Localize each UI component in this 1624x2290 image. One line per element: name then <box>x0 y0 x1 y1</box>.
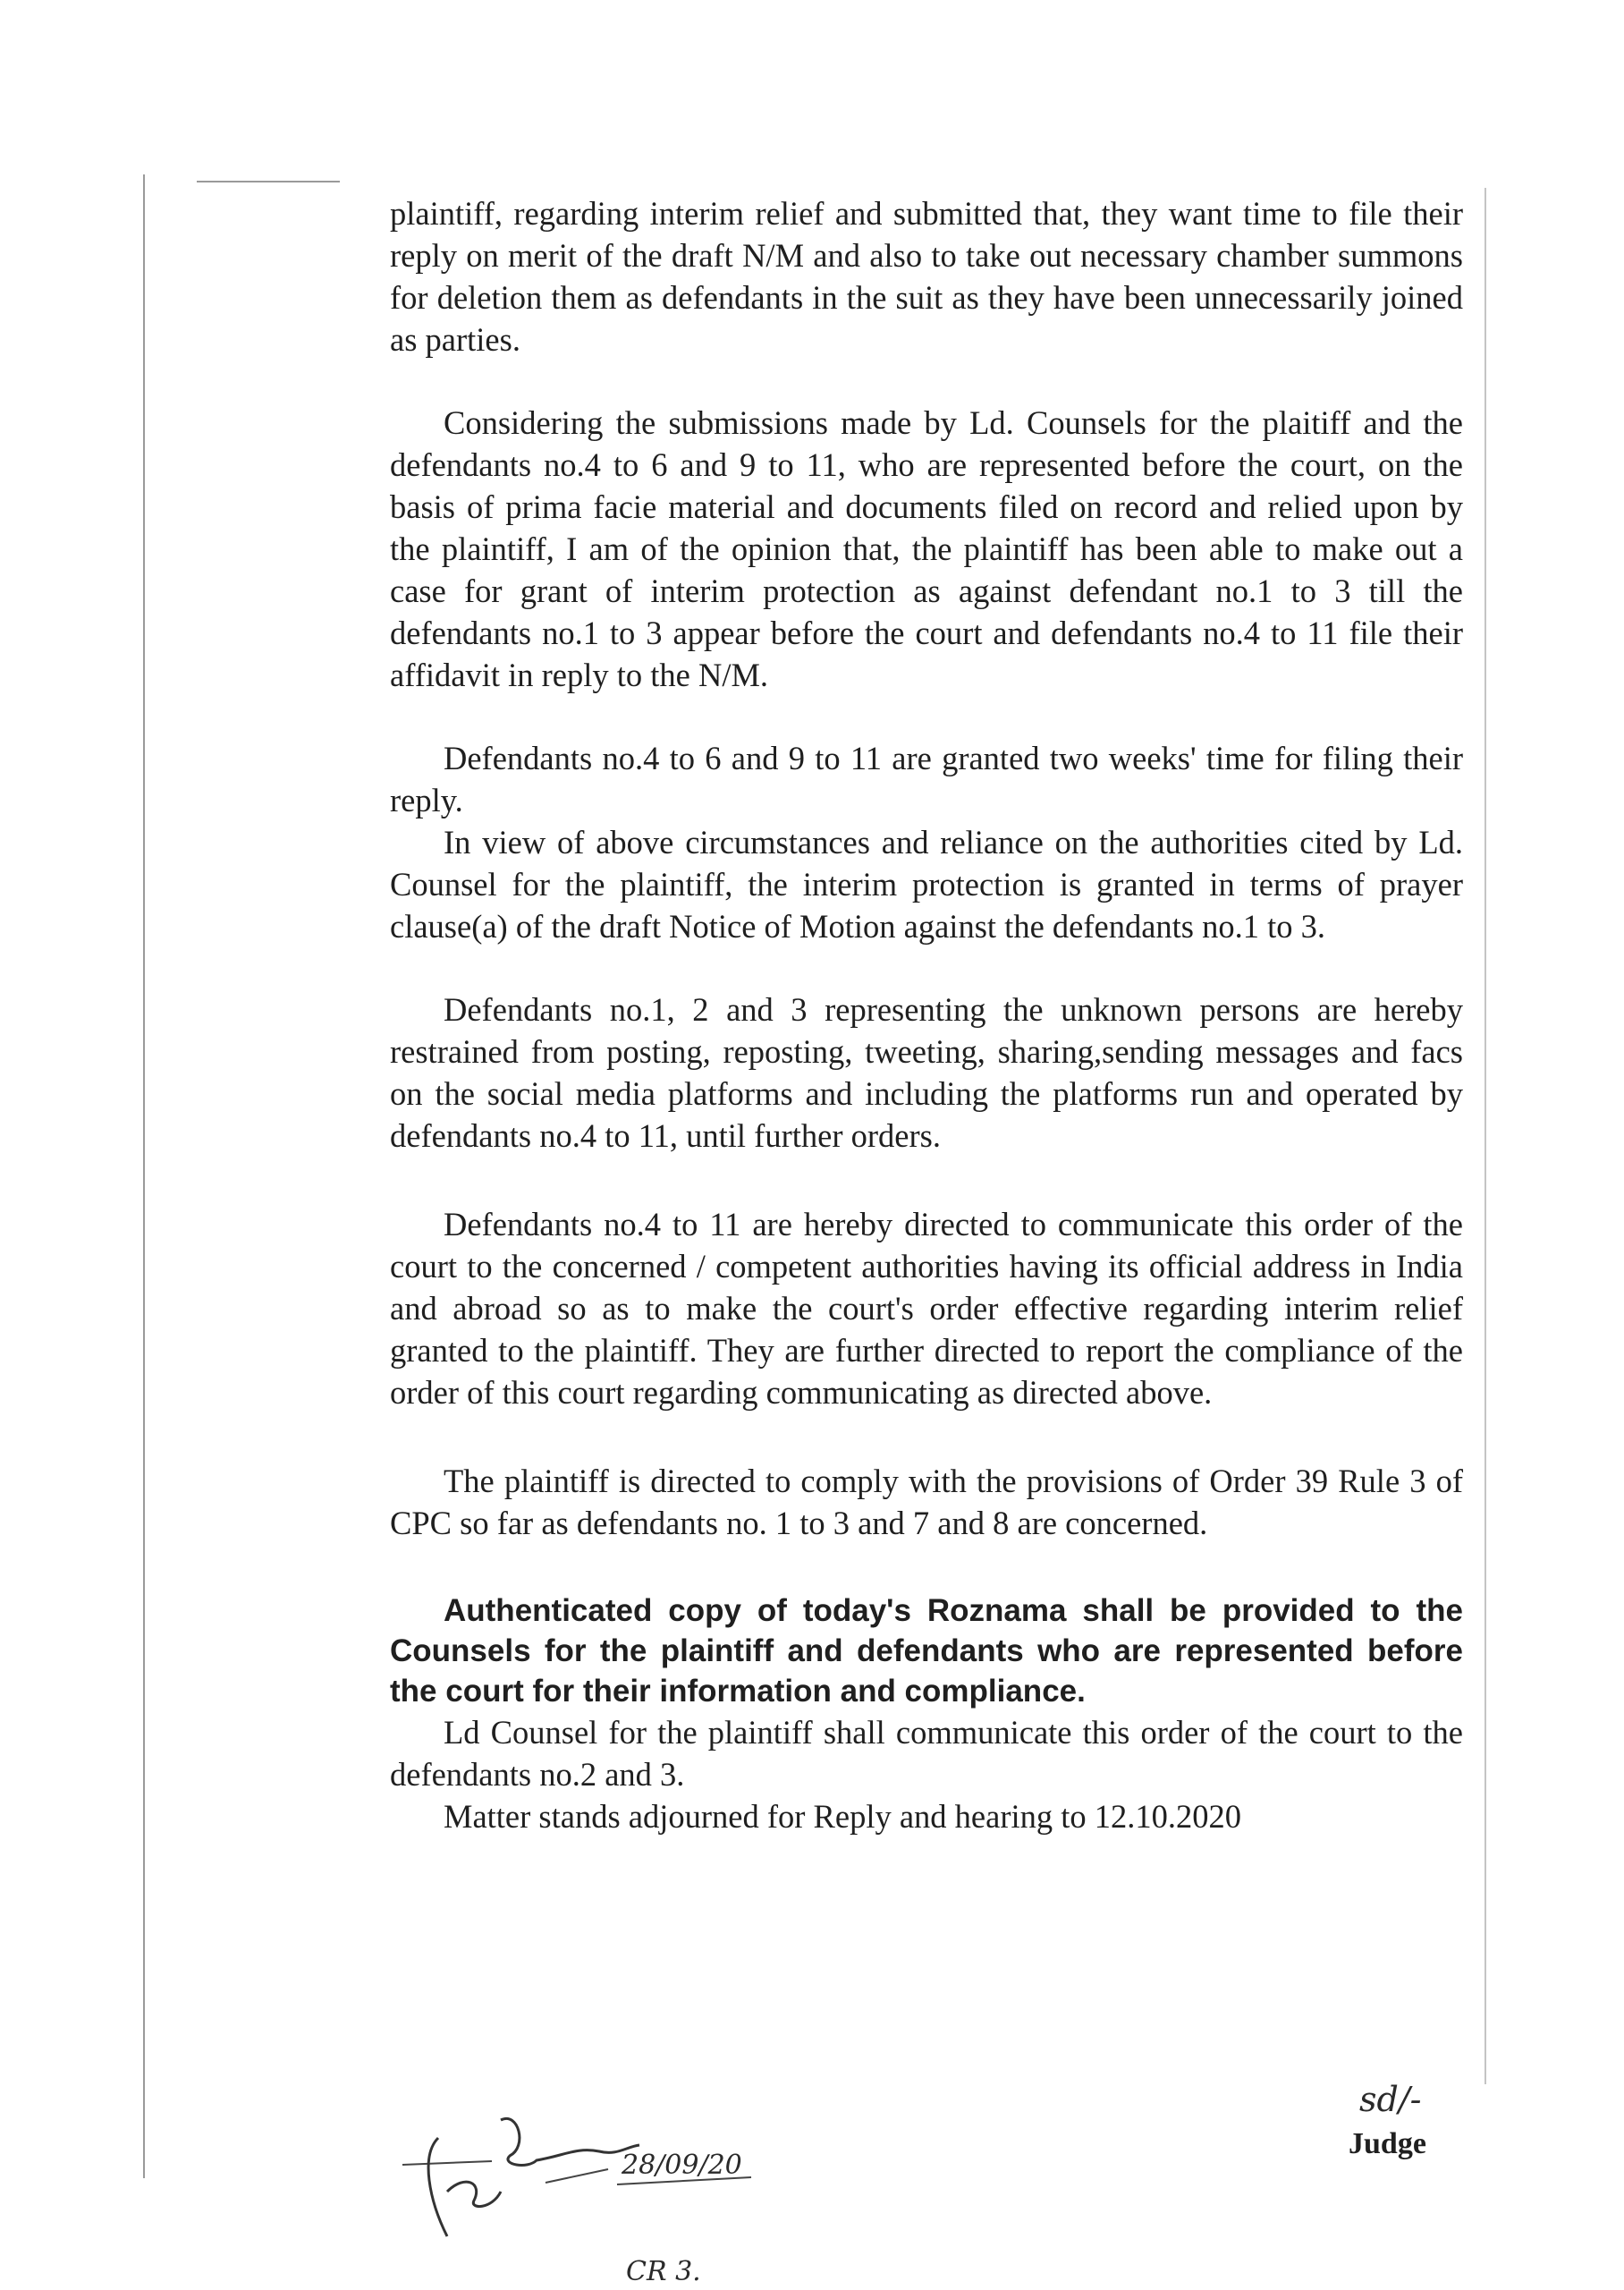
paragraph-5: Defendants no.1, 2 and 3 representing the unknown persons are hereby restrained from posting, reposting, tweeting, sharing,sending messages and facs on the social media platforms and including the platforms run and operated by defendants no.4 to 11, until further orders. <box>390 991 1463 1154</box>
page-mark: CR 3. <box>626 2256 701 2287</box>
paragraph-2: Considering the submissions made by Ld. Counsels for the plaitiff and the defendants no.4 to 6 and 9 to 11, who are represented before the court, on the basis of prima facie material and documents filed on record and relied upon by the plaintiff, I am of the opinion that, the plaintiff has been able to make out a case for grant of interim protection as against defendant no.1 to 3 till the defendants no.1 to 3 appear before the court and defendants no.4 to 11 file their affidavit in reply to the N/M. <box>390 404 1463 693</box>
paragraph-7: The plaintiff is directed to comply with the provisions of Order 39 Rule 3 of CPC so far as defendants no. 1 to 3 and 7 and 8 are concerned. <box>390 1463 1463 1541</box>
handwritten-signature <box>385 2084 805 2263</box>
paragraph-8-bold: Authenticated copy of today's Roznama shall be provided to the Counsels for the plaintiff and defendants who are represented before the court for their information and compliance. <box>390 1593 1463 1709</box>
paragraph-10: Matter stands adjourned for Reply and hearing to 12.10.2020 <box>444 1798 1242 1835</box>
sd-mark: sd/- <box>1359 2080 1422 2119</box>
scan-border-left <box>143 174 145 2178</box>
paragraph-6: Defendants no.4 to 11 are hereby directed to communicate this order of the court to the concerned / competent authorities having its official address in India and abroad so as to make the court's order effective regarding interim relief granted to the plaintiff. They are further directed to report the compliance of the order of this court regarding communicating as directed above. <box>390 1206 1463 1411</box>
signature-date: 28/09/20 <box>622 2150 742 2181</box>
scan-border-top-right <box>1484 188 1486 2084</box>
scan-border-top <box>197 181 340 182</box>
paragraph-9: Ld Counsel for the plaintiff shall communicate this order of the court to the defendants no.2 and 3. <box>390 1714 1463 1793</box>
paragraph-3: Defendants no.4 to 6 and 9 to 11 are granted two weeks' time for filing their reply. <box>390 740 1463 818</box>
order-body <box>390 192 1463 1837</box>
judge-label: Judge <box>1349 2127 1426 2160</box>
paragraph-1: plaintiff, regarding interim relief and submitted that, they want time to file their reply on merit of the draft N/M and also to take out necessary chamber summons for deletion them as defendants in the suit as they have been unnecessarily joined as parties. <box>390 195 1463 358</box>
paragraph-4: In view of above circumstances and reliance on the authorities cited by Ld. Counsel for the plaintiff, the interim protection is granted in terms of prayer clause(a) of the draft Notice of Motion against the defendants no.1 to 3. <box>390 824 1463 945</box>
